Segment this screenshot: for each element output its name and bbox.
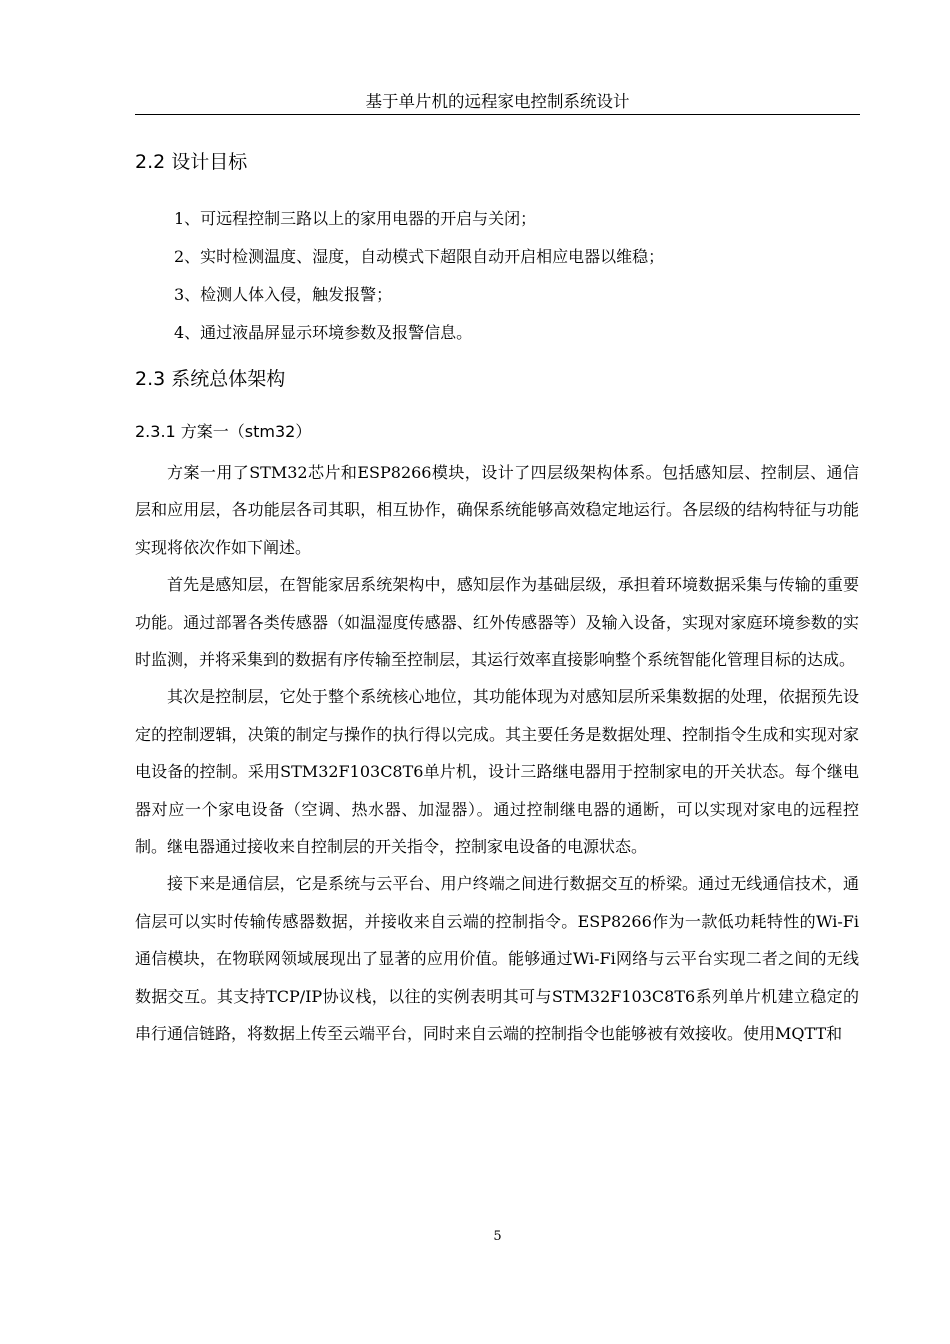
page-number: 5 (493, 1229, 502, 1244)
section-heading-2-2: 2.2 设计目标 (135, 151, 248, 173)
list-item: 1、可远程控制三路以上的家用电器的开启与关闭； (174, 209, 537, 228)
list-item: 4、通过液晶屏显示环境参数及报警信息。 (174, 323, 473, 342)
paragraph-perception-layer: 首先是感知层，在智能家居系统架构中，感知层作为基础层级，承担着环境数据采集与传输的重要功能。通过部署各类传感器（如温湿度传感器、红外传感器等）及输入设备，实现对家庭环境参数的实时监测，并将采集到的数据有序传输至控制层，其运行效率直接影响整个系统智能化管理目标的达成。 (135, 575, 859, 670)
header-rule (135, 114, 860, 115)
list-item: 2、实时检测温度、湿度，自动模式下超限自动开启相应电器以维稳； (174, 247, 665, 266)
paragraph-communication-layer: 接下来是通信层，它是系统与云平台、用户终端之间进行数据交互的桥梁。通过无线通信技术，通信层可以实时传输传感器数据，并接收来自云端的控制指令。ESP8266作为一款低功耗特性的Wi-Fi通信模块，在物联网领域展现出了显著的应用价值。能够通过Wi-Fi网络与云平台实现二者之间的无线数据交互。其支持TCP/IP协议栈，以往的实例表明其可与STM32F103C8T6系列单片机建立稳定的串行通信链路，将数据上传至云端平台，同时来自云端的控制指令也能够被有效接收。使用MQTT和 (135, 874, 859, 1044)
section-heading-2-3: 2.3 系统总体架构 (135, 368, 286, 390)
paragraph-overview: 方案一用了STM32芯片和ESP8266模块，设计了四层级架构体系。包括感知层、控制层、通信层和应用层，各功能层各司其职，相互协作，确保系统能够高效稳定地运行。各层级的结构特征与功能实现将依次作如下阐述。 (135, 463, 859, 557)
subsection-heading-2-3-1: 2.3.1 方案一（stm32） (135, 422, 312, 441)
design-goal-list (174, 200, 860, 352)
body-text (135, 454, 859, 1053)
paragraph-control-layer: 其次是控制层，它处于整个系统核心地位，其功能体现为对感知层所采集数据的处理，依据预先设定的控制逻辑，决策的制定与操作的执行得以完成。其主要任务是数据处理、控制指令生成和实现对家电设备的控制。采用STM32F103C8T6单片机，设计三路继电器用于控制家电的开关状态。每个继电器对应一个家电设备（空调、热水器、加湿器）。通过控制继电器的通断，可以实现对家电的远程控制。继电器通过接收来自控制层的开关指令，控制家电设备的电源状态。 (135, 687, 859, 857)
list-item: 3、检测人体入侵，触发报警； (174, 285, 393, 304)
running-header: 基于单片机的远程家电控制系统设计 (365, 92, 630, 111)
